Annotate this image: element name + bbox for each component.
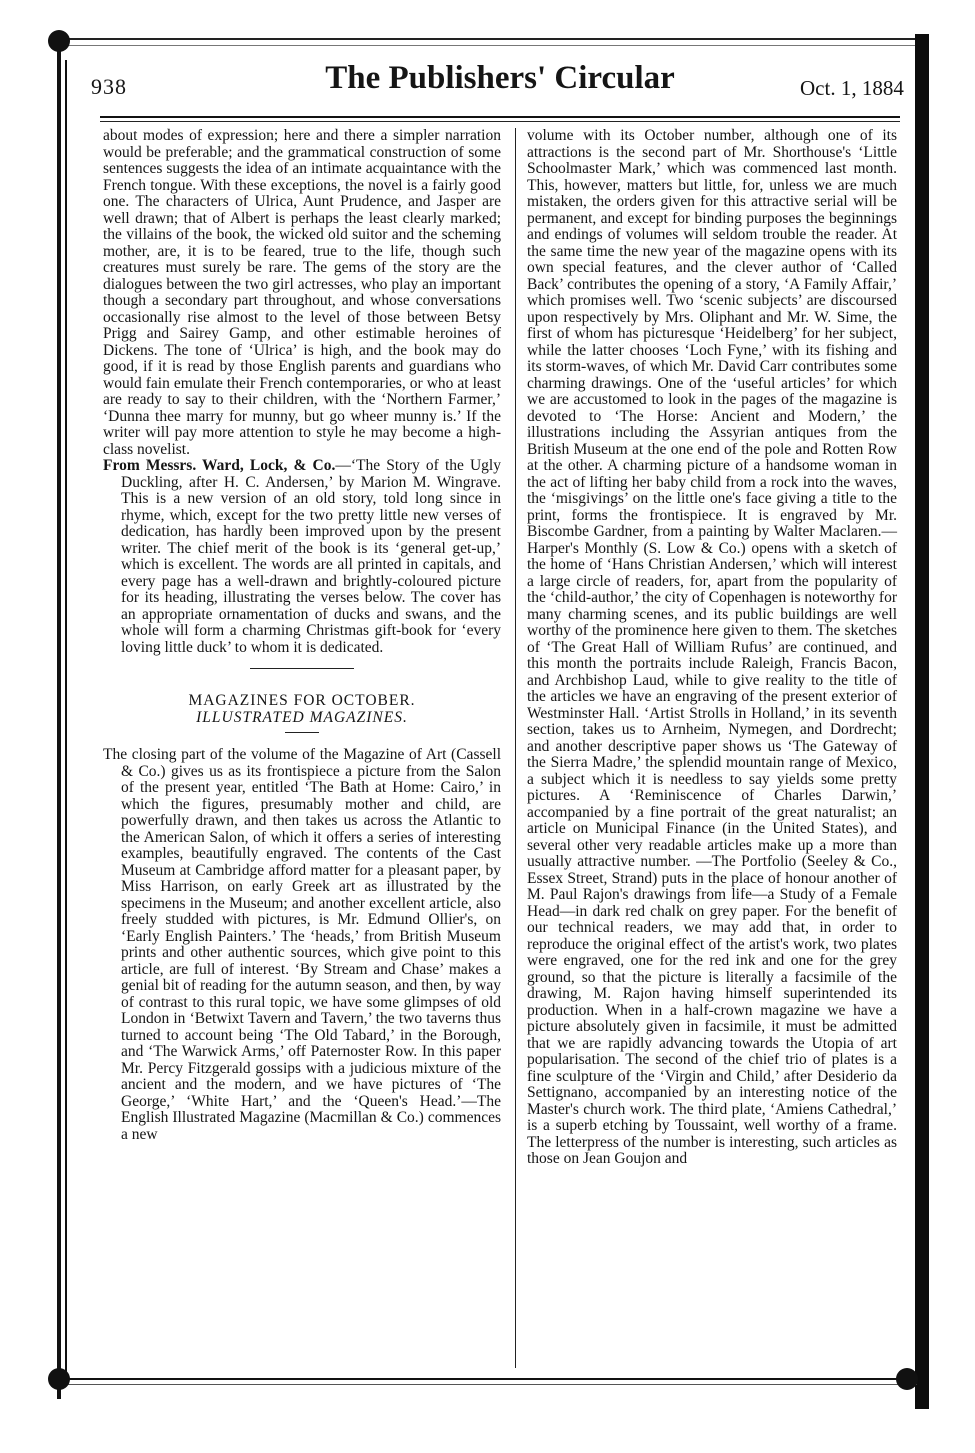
issue-date: Oct. 1, 1884: [800, 76, 904, 100]
top-border-rule-thin: [57, 45, 917, 46]
bottom-border-rule-thin: [57, 1384, 917, 1385]
section-title: MAGAZINES FOR OCTOBER.: [188, 692, 416, 709]
right-border-rule: [915, 34, 929, 1409]
corner-ornament-icon: [48, 1368, 70, 1390]
english-illustrated-paragraph: volume with its October number, although one of its attractions is the second part of Mr. Shorthouse's ‘Little Schoolmaster Mark,’ which was commenced last month. This, however, matters but little, for, unless we are much mistaken, the orders given for this attractive serial will be permanent, and except for binding purposes the beginnings and endings of volumes will seldom trouble the reader. At the same time the new year of the magazine opens with its own special features, and the clever author of ‘Called Back’ contributes the opening of a story, ‘A Family Affair,’ which promises well. Two ‘scenic subjects’ are discoursed upon respectively by Mrs. Oliphant and Mr. W. Sime, the first of whom has picturesque ‘Heidelberg’ for her subject, while the latter chooses ‘Loch Fyne,’ with its fishing and its storm-waves, of which Mr. David Carr contributes some charming drawings. One of the ‘useful articles’ for which we are accustomed to look in the pages of the magazine is devoted to ‘The Horse: Ancient and Modern,’ the illustrations including the Assyrian antiques from the British Museum at the one end of the pole and Rotten Row at the other. A charming picture of a handsome woman in the act of lifting her baby child from a rock into the waves, the ‘misgivings’ on the little one's face giving a title to the print, forms the frontispiece. It is engraved by Mr. Biscombe Gardner, from a painting by Walter Maclaren.—Harper's Monthly (S. Low & Co.) opens with a sketch of the home of ‘Hans Christian Andersen,’ which will interest a large circle of readers, for, apart from the popularity of the ‘child-author,’ the city of Copenhagen is noteworthy for many charming scenes, and its public buildings are well worthy of the prominence here given to them. The sketches of ‘The Great Hall of William Rufus’ are continued, and this month the portraits include Raleigh, Francis Bacon, and Archbishop Laud, while to give reality to the title of the articles we have an engraving of the present exterior of Westminster Hall. ‘Artist Strolls in Holland,’ in its seventh section, takes us to Arnheim, Nymegen, and Dordrecht; and another descriptive paper shows us ‘The Gateway of the Sierra Madre,’ the splendid mountain range of Mexico, a subject which it is needless to say yields some pretty pictures. A ‘Reminiscence of Charles Darwin,’ accompanied by a fine portrait of the great naturalist; an article on Municipal Finance (in the United States), and several other very readable articles make up a more than usually attractive number. —The Portfolio (Seeley & Co., Essex Street, Strand) puts in the place of honour another of M. Paul Rajon's drawings from life—a Study of a Female Head—in dark red chalk on grey paper. For the benefit of our technical readers, we may add that, in order to reproduce the original effect of the artist's work, two plates were engraved, one for the red ink and one for the grey ground, so that the picture is literally a facsimile of the drawing, M. Rajon having himself superintended its production. When in a half-crown magazine we have a picture absolutely given in facsimile, it must be admitted that we are rapidly advancing towards the Utopia of art popularisation. The second of the chief trio of plates is a fine sculpture of the ‘Virgin and Child,’ after Desiderio da Settignano, accompanied by an interesting notice of the Master's church work. The third plate, ‘Amiens Cathedral,’ is a superb etching by Toussaint, well worthy of a frame. The letterpress of the number is interesting, such articles as those on Jean Goujon and: [527, 127, 897, 1167]
header-rule-thin: [100, 121, 900, 122]
top-border-rule: [57, 38, 917, 40]
subsection-divider: [285, 732, 319, 733]
section-subtitle: ILLUSTRATED MAGAZINES.: [196, 708, 408, 726]
review-ugly-duckling-text: —‘The Story of the Ugly Duckling, after H. C. Andersen,’ by Marion M. Wingrave. This is a new version of an old story, told long since in rhyme, which, except for the two pretty little new verses of dedication, has hardly been improved upon by the present writer. The chief merit of the book is its ‘general get-up,’ which is excellent. The words are all printed in capitals, and every page has a well-drawn and brightly-coloured picture for its heading, illustrating the verses below. The cover has an appropriate ornamentation of ducks and swans, and the whole will form a charming Christmas gift-book for ‘every loving little duck’ to whom it is dedicated.: [121, 457, 501, 656]
column-divider: [515, 128, 516, 1368]
right-column: [527, 128, 897, 1168]
page-number: 938: [91, 74, 127, 99]
header-rule: [100, 116, 900, 118]
review-ugly-duckling-paragraph: [103, 458, 501, 656]
section-divider: [250, 668, 354, 669]
publisher-lead: From Messrs. Ward, Lock, & Co.: [103, 457, 336, 474]
bottom-border-rule: [57, 1378, 917, 1380]
left-border-rule-thin: [65, 60, 67, 1380]
page-title: The Publishers' Circular: [325, 60, 675, 96]
left-border-rule: [57, 34, 61, 1399]
review-ulrica-paragraph: about modes of expression; here and there a simpler narration would be preferable; and the grammatical construction of some sentences suggests the idea of an intimate acquaintance with the French tongue. With these exceptions, the novel is a fairly good one. The characters of Ulrica, Aunt Prudence, and Jasper are well drawn; that of Albert is perhaps the least clearly marked; the villains of the book, the wicked old suitor and the scheming mother, are, it is to be feared, true to the life, though such creatures must surely be rare. The gems of the story are the dialogues between the two girl actresses, who play an important though a secondary part throughout, and whose conversations occasionally rise almost to the level of those between Betsy Prigg and Sairey Gamp, and other estimable heroines of Dickens. The tone of ‘Ulrica’ is high, and the book may do good, if it is read by those English parents and guardians who would fain emulate their French contemporaries, or who at least are ready to say to their children, with the ‘Northern Farmer,’ ‘Dunna thee marry for munny, but go wheer munny is.’ If the writer will pay more attention to style he may become a high-class novelist.: [103, 127, 501, 458]
corner-ornament-icon: [896, 1368, 918, 1390]
left-column: [103, 128, 501, 1143]
magazine-of-art-paragraph: The closing part of the volume of the Magazine of Art (Cassell & Co.) gives us as its frontispiece a picture from the Salon of the present year, entitled ‘The Bath at Home: Cairo,’ in which the figures, presumably mother and child, are powerfully drawn, and then takes us across the Atlantic to the American Salon, of which it offers a series of interesting examples, beautifully engraved. The contents of the Cast Museum at Cambridge afford matter for a pleasant paper, by Miss Harrison, on early Greek art as illustrated by the specimens in the Museum; and another excellent article, also freely studded with pictures, is Mr. Edmund Ollier's, on ‘Early English Painters.’ The ‘heads,’ from British Museum prints and other authentic sources, which give point to this article, are full of interest. ‘By Stream and Chase’ makes a genial bit of reading for the autumn season, and then, by way of contrast to this rural topic, we have some glimpses of old London in ‘Betwixt Tavern and Tavern,’ the two taverns thus turned to account being ‘The Old Tabard,’ in the Borough, and ‘The Warwick Arms,’ off Paternoster Row. In this paper Mr. Percy Fitzgerald gossips with a judicious mixture of the ancient and the modern, and we have pictures of ‘The George,’ ‘White Hart,’ and the ‘Queen's Head.’—The English Illustrated Magazine (Macmillan & Co.) commences a new: [103, 746, 501, 1143]
corner-ornament-icon: [48, 30, 70, 52]
